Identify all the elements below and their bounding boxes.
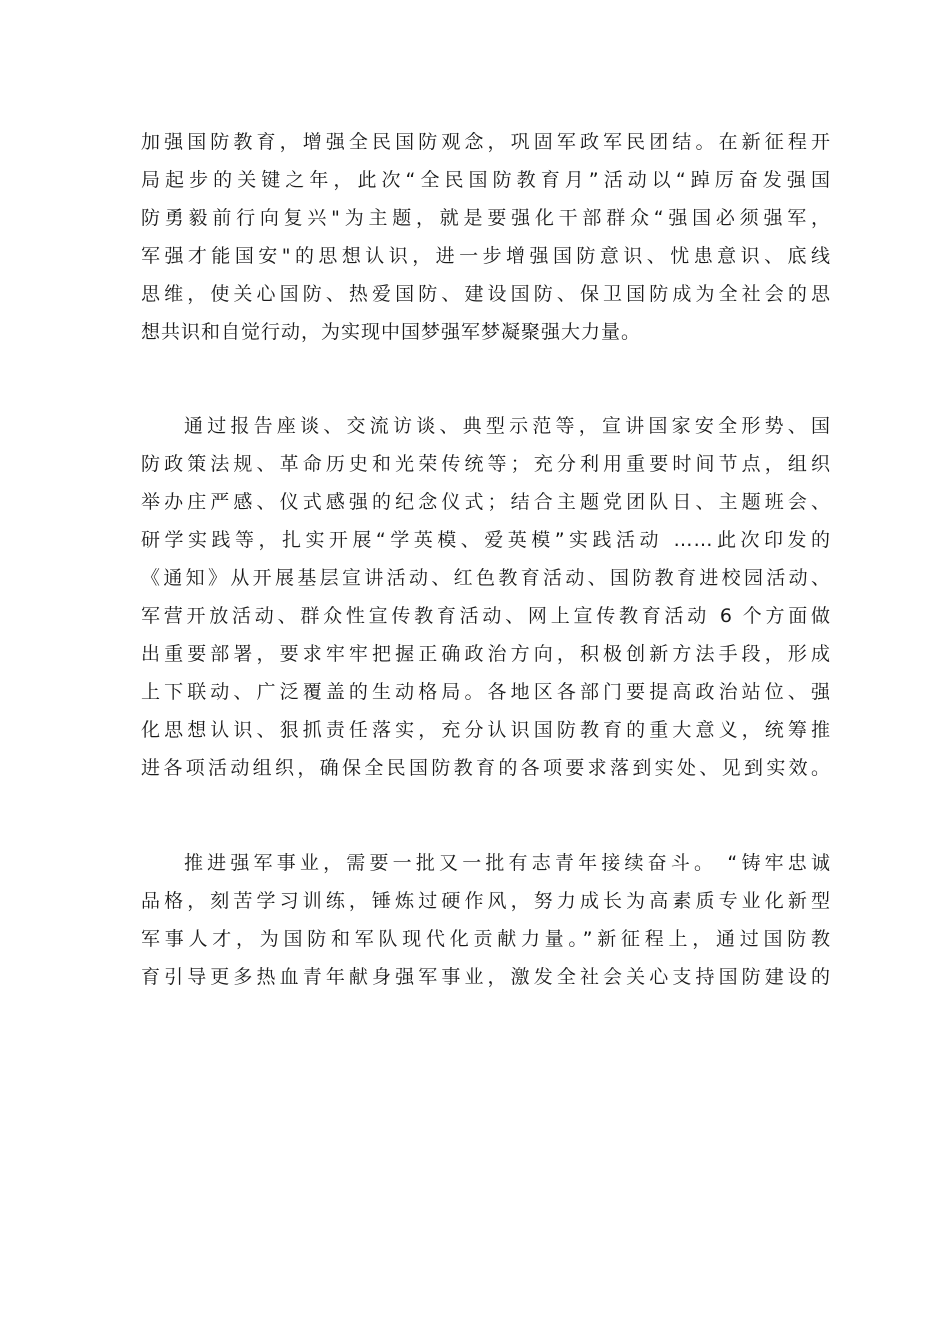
paragraph-2-line-6: 军营开放活动、群众性宣传教育活动、网上宣传教育活动 6 个方面做	[141, 605, 831, 627]
paragraph-3-line-2: 品格，刻苦学习训练，锤炼过硬作风，努力成长为高素质专业化新型	[141, 890, 831, 912]
paragraph-2-line-4: 研学实践等，扎实开展“学英模、爱英模”实践活动 ……此次印发的	[141, 529, 831, 551]
paragraph-3-line-1: 推进强军事业，需要一批又一批有志青年接续奋斗。 “铸牢忠诚	[184, 852, 831, 874]
paragraph-2-line-7: 出重要部署，要求牢牢把握正确政治方向，积极创新方法手段，形成	[141, 643, 831, 665]
paragraph-3-line-3: 军事人才，为国防和军队现代化贡献力量。”新征程上，通过国防教	[141, 928, 831, 950]
paragraph-3-line-4: 育引导更多热血青年献身强军事业，激发全社会关心支持国防建设的	[141, 966, 831, 988]
paragraph-2-line-5: 《通知》从开展基层宣讲活动、红色教育活动、国防教育进校园活动、	[141, 567, 831, 589]
paragraph-1-line-3: 防勇毅前行向复兴"为主题，就是要强化干部群众“强国必须强军，	[141, 207, 831, 229]
paragraph-1-line-4: 军强才能国安"的思想认识，进一步增强国防意识、忧患意识、底线	[141, 245, 831, 267]
paragraph-2-line-3: 举办庄严感、仪式感强的纪念仪式；结合主题党团队日、主题班会、	[141, 491, 831, 513]
paragraph-1-line-1: 加强国防教育，增强全民国防观念，巩固军政军民团结。在新征程开	[141, 131, 831, 153]
paragraph-2-line-9: 化思想认识、狠抓责任落实，充分认识国防教育的重大意义，统筹推	[141, 719, 831, 741]
paragraph-1-line-5: 思维，使关心国防、热爱国防、建设国防、保卫国防成为全社会的思	[141, 283, 831, 305]
paragraph-2-line-1: 通过报告座谈、交流访谈、典型示范等，宣讲国家安全形势、国	[184, 415, 831, 437]
paragraph-1-line-6: 想共识和自觉行动，为实现中国梦强军梦凝聚强大力量。	[141, 321, 642, 343]
paragraph-1-line-2: 局起步的关键之年，此次“全民国防教育月”活动以“踔厉奋发强国	[141, 169, 831, 191]
paragraph-2-line-10: 进各项活动组织，确保全民国防教育的各项要求落到实处、见到实效。	[141, 757, 831, 779]
paragraph-2-line-8: 上下联动、广泛覆盖的生动格局。各地区各部门要提高政治站位、强	[141, 681, 831, 703]
paragraph-2-line-2: 防政策法规、革命历史和光荣传统等；充分利用重要时间节点，组织	[141, 453, 831, 475]
